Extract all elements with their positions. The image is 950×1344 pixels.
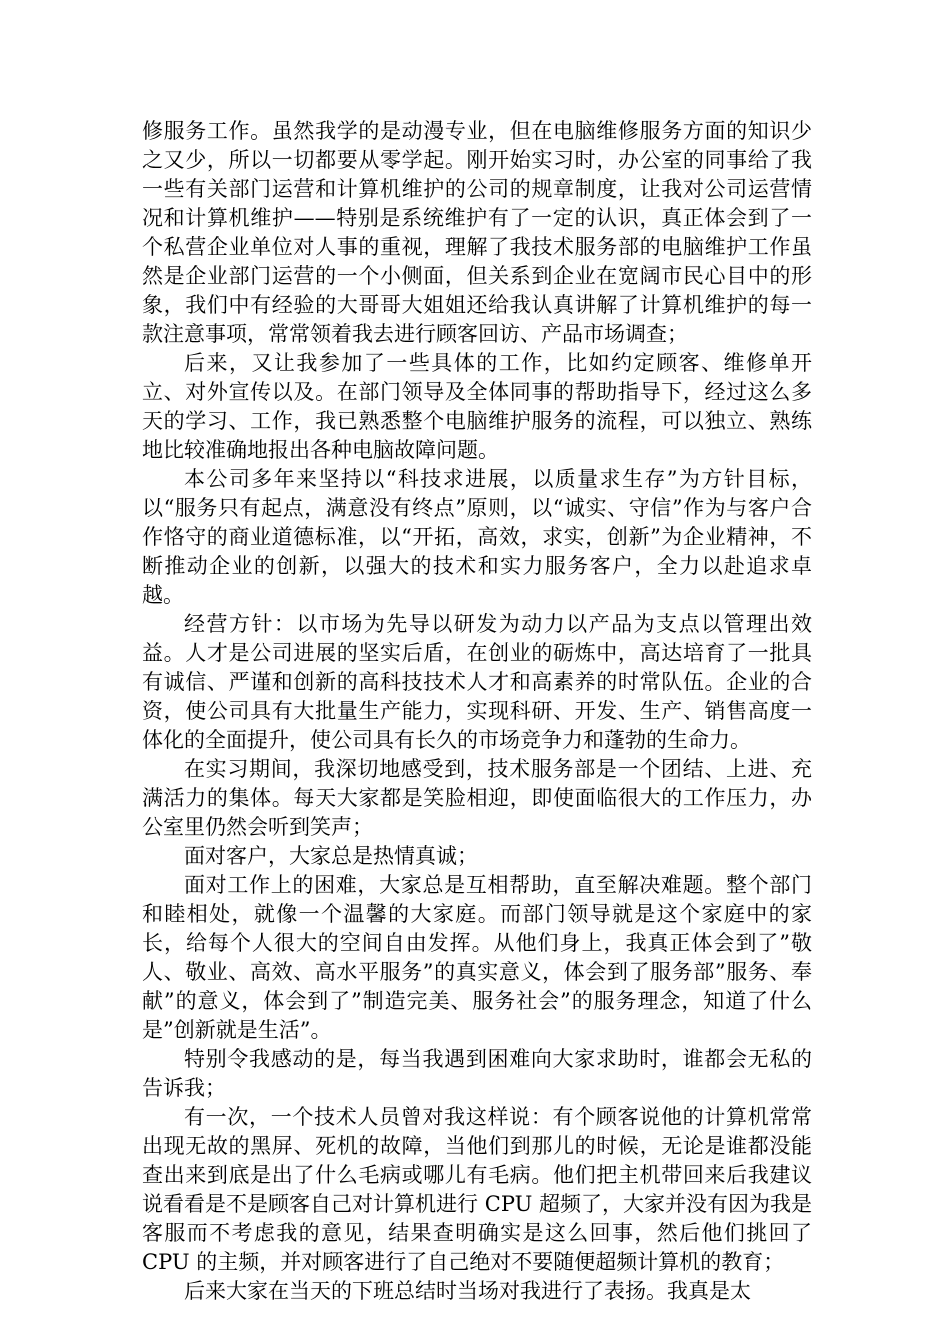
document-body bbox=[142, 117, 812, 1306]
paragraph: 后来大家在当天的下班总结时当场对我进行了表扬。我真是太 bbox=[184, 1279, 751, 1303]
paragraph: 本公司多年来坚持以“科技求进展，以质量求生存”为方针目标，以“服务只有起点，满意没有终点”原则，以“诚实、守信”作为与客户合作恪守的商业道德标准，以“开拓，高效，求实，创新”为企业精神，不断推动企业的创新，以强大的技术和实力服务客户，全力以赴追求卓越。 bbox=[142, 467, 812, 607]
paragraph: 在实习期间，我深切地感受到，技术服务部是一个团结、上进、充满活力的集体。每天大家都是笑脸相迎，即使面临很大的工作压力，办公室里仍然会听到笑声； bbox=[142, 757, 812, 839]
paragraph: 修服务工作。虽然我学的是动漫专业，但在电脑维修服务方面的知识少之又少，所以一切都要从零学起。刚开始实习时，办公室的同事给了我一些有关部门运营和计算机维护的公司的规章制度，让我对公司运营情况和计算机维护——特别是系统维护有了一定的认识，真正体会到了一个私营企业单位对人事的重视，理解了我技术服务部的电脑维护工作虽然是企业部门运营的一个小侧面，但关系到企业在宽阔市民心目中的形象，我们中有经验的大哥哥大姐姐还给我认真讲解了计算机维护的每一款注意事项，常常领着我去进行顾客回访、产品市场调查； bbox=[142, 119, 812, 346]
paragraph: 有一次，一个技术人员曾对我这样说：有个顾客说他的计算机常常出现无故的黑屏、死机的故障，当他们到那儿的时候，无论是谁都没能查出来到底是出了什么毛病或哪儿有毛病。他们把主机带回来后我建议说看看是不是顾客自己对计算机进行 CPU 超频了，大家并没有因为我是客服而不考虑我的意见，结果查明确实是这么回事，然后他们挑回了 CPU 的主频，并对顾客进行了自己绝对不要随便超频计算机的教育； bbox=[142, 1105, 812, 1274]
paragraph: 经营方针：以市场为先导以研发为动力以产品为支点以管理出效益。人才是公司进展的坚实后盾，在创业的砺炼中，高达培育了一批具有诚信、严谨和创新的高科技技术人才和高素养的时常队伍。企业的合资，使公司具有大批量生产能力，实现科研、开发、生产、销售高度一体化的全面提升，使公司具有长久的市场竞争力和蓬勃的生命力。 bbox=[142, 612, 812, 752]
paragraph: 面对工作上的困难，大家总是互相帮助，直至解决难题。整个部门和睦相处，就像一个温馨的大家庭。而部门领导就是这个家庭中的家长，给每个人很大的空间自由发挥。从他们身上，我真正体会到了”敬人、敬业、高效、高水平服务”的真实意义，体会到了服务部”服务、奉献”的意义，体会到了”制造完美、服务社会”的服务理念，知道了什么是”创新就是生活”。 bbox=[142, 873, 812, 1042]
paragraph: 特别令我感动的是，每当我遇到困难向大家求助时，谁都会无私的告诉我； bbox=[142, 1047, 812, 1100]
paragraph: 面对客户，大家总是热情真诚； bbox=[184, 844, 478, 868]
paragraph: 后来，又让我参加了一些具体的工作，比如约定顾客、维修单开立、对外宣传以及。在部门领导及全体同事的帮助指导下，经过这么多天的学习、工作，我已熟悉整个电脑维护服务的流程，可以独立、熟练地比较准确地报出各种电脑故障问题。 bbox=[142, 351, 812, 462]
